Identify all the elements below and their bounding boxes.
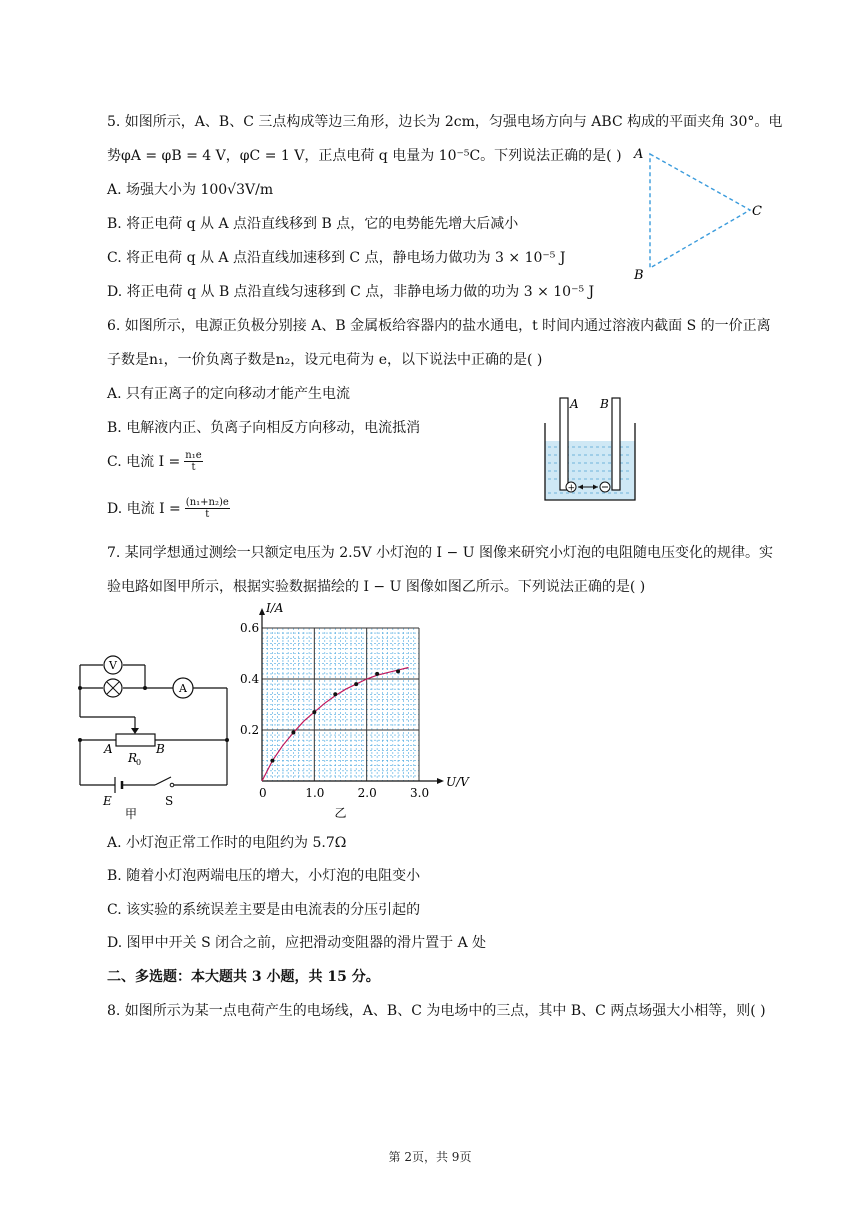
q5-option-c: C. 将正电荷 q 从 A 点沿直线加速移到 C 点，静电场力做功为 3 × 10⁻⁵ J bbox=[107, 250, 566, 266]
chart-axes bbox=[259, 608, 444, 784]
q7-line2: 验电路如图甲所示，根据实验数据描绘的 I − U 图像如图乙所示。下列说法正确的是( ) bbox=[107, 579, 646, 595]
section-heading-multiple-choice: 二、多选题：本大题共 3 小题，共 15 分。 bbox=[107, 969, 380, 985]
rheostat-end-a-label: A bbox=[104, 742, 113, 756]
q6-option-d-numerator: (n₁+n₂)e bbox=[185, 497, 229, 508]
q5-line2: 势φA = φB = 4 V，φC = 1 V，正点电荷 q 电量为 10⁻⁵C。下列说法正确的是( ) bbox=[107, 148, 622, 164]
q7-iu-chart bbox=[232, 600, 482, 830]
junction-dot-1 bbox=[78, 686, 82, 690]
plate-b bbox=[612, 398, 620, 490]
junction-dot-4 bbox=[225, 738, 229, 742]
q6-option-d-denominator: t bbox=[205, 509, 210, 520]
q6-option-d-prefix: D. 电流 I = bbox=[107, 500, 181, 517]
triangle-dashed bbox=[650, 154, 750, 268]
y-tick-label: 0.6 bbox=[240, 621, 260, 635]
voltmeter-label: V bbox=[109, 659, 117, 672]
rheostat-end-b-label: B bbox=[156, 742, 165, 756]
positive-ion-sign: + bbox=[567, 483, 576, 494]
data-point bbox=[333, 692, 337, 696]
data-point bbox=[312, 710, 316, 714]
data-point bbox=[354, 682, 358, 686]
q6-option-c-denominator: t bbox=[191, 462, 196, 473]
y-axis-arrow-icon bbox=[259, 608, 265, 615]
q6-line1: 6. 如图所示，电源正负极分别接 A、B 金属板给容器内的盐水通电，t 时间内通过溶液内截面 S 的一价正离 bbox=[107, 318, 771, 334]
ammeter-label: A bbox=[179, 682, 187, 695]
circuit-caption: 甲 bbox=[125, 807, 138, 820]
triangle-label-b: B bbox=[634, 268, 644, 283]
plate-a bbox=[560, 398, 568, 490]
q6-electrolysis-figure bbox=[540, 395, 640, 505]
q5-triangle-figure bbox=[625, 140, 775, 285]
chart-y-axis-label: I/A bbox=[266, 601, 284, 615]
q6-option-c-numerator: n₁e bbox=[185, 450, 202, 461]
triangle-label-c: C bbox=[752, 204, 762, 219]
rheostat-icon bbox=[116, 734, 155, 746]
switch-contact-icon bbox=[170, 783, 174, 787]
chart-x-axis-label: U/V bbox=[446, 775, 469, 789]
q7-circuit-diagram bbox=[70, 645, 240, 820]
y-tick-label: 0.4 bbox=[240, 672, 260, 686]
x-tick-label: 1.0 bbox=[305, 786, 325, 800]
chart-grid bbox=[262, 628, 419, 781]
rheostat-r0-subscript: 0 bbox=[136, 758, 142, 767]
chart-tick-labels bbox=[240, 621, 429, 800]
q7-option-d: D. 图甲中开关 S 闭合之前，应把滑动变阻器的滑片置于 A 处 bbox=[107, 935, 487, 951]
q7-line1: 7. 某同学想通过测绘一只额定电压为 2.5V 小灯泡的 I − U 图像来研究小灯泡的电阻随电压变化的规律。实 bbox=[107, 545, 773, 561]
q7-option-b: B. 随着小灯泡两端电压的增大，小灯泡的电阻变小 bbox=[107, 868, 421, 884]
slider-arrow-icon bbox=[131, 728, 139, 734]
rheostat-r0-label: R bbox=[128, 751, 138, 765]
junction-dot-3 bbox=[78, 738, 82, 742]
q6-option-c-prefix: C. 电流 I = bbox=[107, 453, 181, 470]
chart-caption: 乙 bbox=[334, 806, 347, 820]
plate-b-label: B bbox=[600, 397, 609, 411]
x-tick-label: 3.0 bbox=[410, 786, 430, 800]
q5-option-d: D. 将正电荷 q 从 B 点沿直线匀速移到 C 点，非静电场力做的功为 3 × 10⁻⁵ J bbox=[107, 284, 595, 300]
q8-line1: 8. 如图所示为某一点电荷产生的电场线，A、B、C 为电场中的三点，其中 B、C 两点场强大小相等，则( ) bbox=[107, 1003, 766, 1019]
switch-s-label: S bbox=[165, 794, 174, 808]
q7-option-a: A. 小灯泡正常工作时的电阻约为 5.7Ω bbox=[107, 835, 347, 851]
q5-line1: 5. 如图所示，A、B、C 三点构成等边三角形，边长为 2cm，匀强电场方向与 ABC 构成的平面夹角 30°。电 bbox=[107, 114, 783, 130]
q6-option-c bbox=[107, 450, 203, 473]
q6-option-b: B. 电解液内正、负离子向相反方向移动，电流抵消 bbox=[107, 420, 421, 436]
junction-dot-2 bbox=[143, 686, 147, 690]
q6-option-d bbox=[107, 497, 230, 520]
data-point bbox=[291, 731, 295, 735]
q6-option-a: A. 只有正离子的定向移动才能产生电流 bbox=[107, 386, 351, 402]
plate-a-label: A bbox=[570, 397, 579, 411]
x-tick-label: 2.0 bbox=[357, 786, 377, 800]
q6-option-d-fraction bbox=[185, 497, 230, 520]
q5-option-b: B. 将正电荷 q 从 A 点沿直线移到 B 点，它的电势能先增大后减小 bbox=[107, 216, 519, 232]
data-point bbox=[396, 669, 400, 673]
x-axis-arrow-icon bbox=[437, 778, 444, 784]
page-footer: 第 2页，共 9页 bbox=[388, 1150, 472, 1164]
data-point bbox=[270, 759, 274, 763]
y-tick-label: 0.2 bbox=[240, 723, 260, 737]
triangle-label-a: A bbox=[634, 147, 644, 162]
data-point bbox=[375, 672, 379, 676]
q5-option-a: A. 场强大小为 100√3V/m bbox=[107, 182, 274, 198]
battery-e-label: E bbox=[103, 794, 112, 808]
q6-line2: 子数是n₁，一价负离子数是n₂，设元电荷为 e，以下说法中正确的是( ) bbox=[107, 352, 543, 368]
q7-option-c: C. 该实验的系统误差主要是由电流表的分压引起的 bbox=[107, 902, 421, 918]
q6-option-c-fraction bbox=[184, 450, 202, 473]
x-tick-label: 0 bbox=[259, 786, 267, 800]
